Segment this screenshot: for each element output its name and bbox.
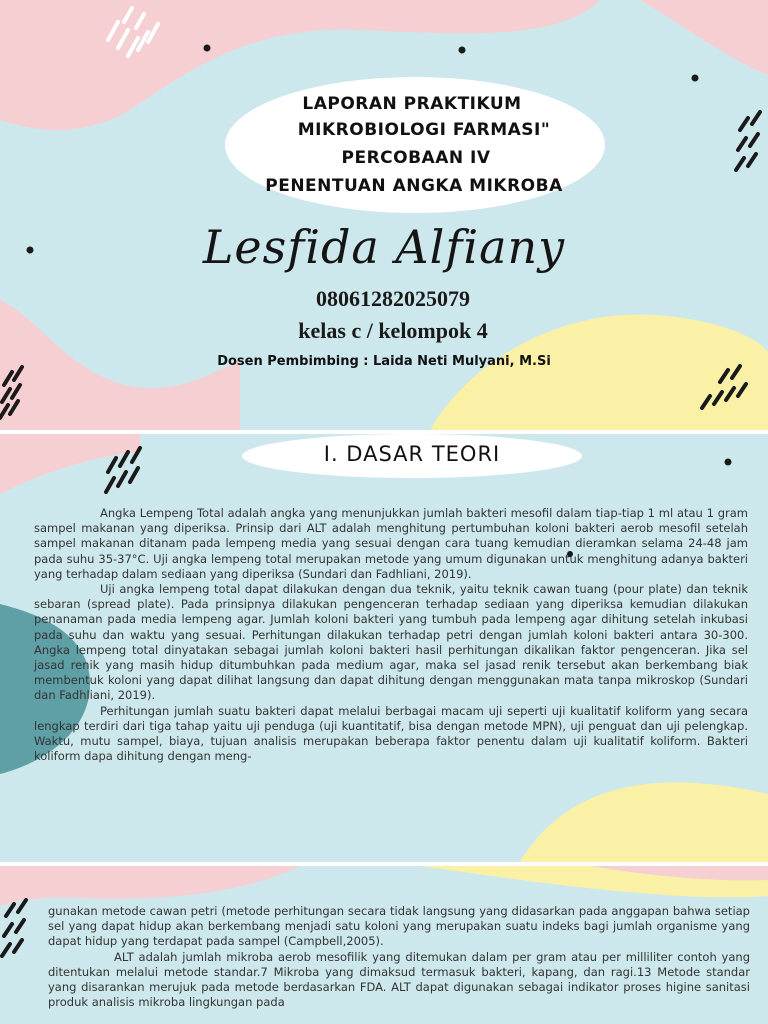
theory-paragraph-2: Uji angka lempeng total dapat dilakukan dengan dua teknik, yaitu teknik cawan tuang (pour plate) dan teknik sebaran (spread plate). Pada prinsipnya dilakukan pengenceran terhadap sediaan yang diperiksa kemudian dilakukan penanaman pada media lempeng agar. Jumlah koloni bakteri yang tumbuh pada lempeng agar dihitung setelah inkubasi pada suhu dan waktu yang sesuai. Perhitungan dilakukan terhadap petri dengan jumlah koloni bakteri antara 30-300. Angka lempeng total dinyatakan sebagai jumlah koloni bakteri hasil perhitungan dikalikan faktor pengenceran. Jika sel jasad renik yang masih hidup ditumbuhkan pada medium agar, maka sel jasad renik tersebut akan berkembang biak membentuk koloni yang dapat dilihat langsung dan dapat dihitung dengan menggunakan mata tanpa mikroskop (Sundari dan Fadhliani, 2019). xyxy=(34,582,748,703)
theory-body xyxy=(34,506,748,764)
continuation-paragraph-2: ALT adalah jumlah mikroba aerob mesofilik yang ditemukan dalam per gram atau per milliliter contoh yang ditentukan melalui metode standar.7 Mikroba yang dimaksud termasuk bakteri, kapang, dan ragi.13 Metode standar yang disarankan merujuk pada metode berdasarkan FDA. ALT dapat digunakan sebagai indikator proses higine sanitasi produk analisis mikroba lingkungan pada xyxy=(48,949,750,1010)
student-name: Lesfida Alfiany xyxy=(202,220,566,274)
cover-slide xyxy=(0,0,768,430)
supervisor: Dosen Pembimbing : Laida Neti Mulyani, M.Si xyxy=(217,354,551,369)
continuation-body xyxy=(48,904,750,1010)
title-line-4: PENENTUAN ANGKA MIKROBA xyxy=(265,176,563,196)
theory-paragraph-3: Perhitungan jumlah suatu bakteri dapat melalui berbagai macam uji seperti uji kualitatif koliform yang secara lengkap terdiri dari tiga tahap yaitu uji penduga (uji kuantitatif, bisa dengan metode MPN), uji penguat dan uji pelengkap. Waktu, mutu sampel, biaya, tujuan analisis merupakan beberapa faktor penentu dalam uji kualitatif koliform. Bakteri koliform dapa dihitung dengan meng- xyxy=(34,703,748,764)
title-line-3: PERCOBAAN IV xyxy=(341,148,491,168)
student-id: 08061282025079 xyxy=(316,286,470,311)
section-title: I. DASAR TEORI xyxy=(323,442,501,466)
theory-slide xyxy=(0,434,768,862)
theory-paragraph-1: Angka Lempeng Total adalah angka yang menunjukkan jumlah bakteri mesofil dalam tiap-tiap 1 ml atau 1 gram sampel makanan yang diperiksa. Prinsip dari ALT adalah menghitung pertumbuhan koloni bakteri aerob mesofil setelah sampel makanan ditanam pada lempeng media yang sesuai dengan cara tuang kemudian dieramkan selama 24-48 jam pada suhu 35-37°C. Uji angka lempeng total merupakan metode yang umum digunakan untuk menghitung adanya bakteri yang terhadap dalam sediaan yang diperiksa (Sundari dan Fadhliani, 2019). xyxy=(34,506,748,581)
title-line-2: MIKROBIOLOGI FARMASI" xyxy=(297,120,551,140)
title-line-1: LAPORAN PRAKTIKUM xyxy=(302,94,522,114)
continuation-paragraph-1: gunakan metode cawan petri (metode perhitungan secara tidak langsung yang didasarkan pada anggapan bahwa setiap sel yang dapat hidup akan berkembang menjadi satu koloni yang merupakan suatu indeks bagi jumlah organisme yang dapat hidup yang terdapat pada sampel (Campbell,2005). xyxy=(48,904,750,949)
continuation-slide xyxy=(0,866,768,1024)
class-group: kelas c / kelompok 4 xyxy=(298,318,488,343)
